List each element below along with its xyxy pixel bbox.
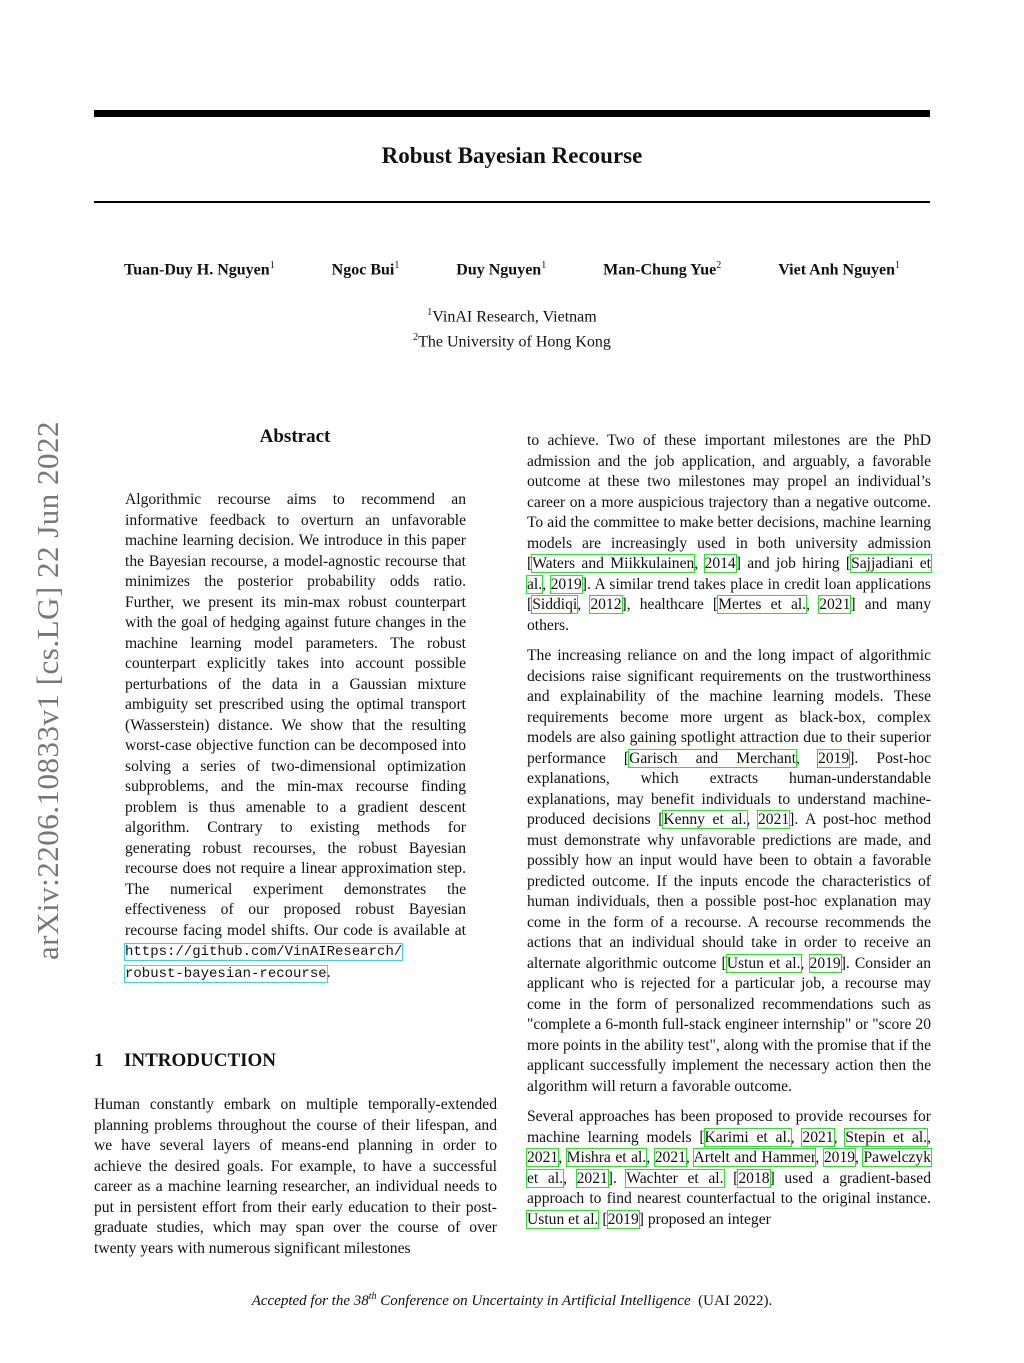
citation-link[interactable]: 2014 xyxy=(704,555,736,572)
citation-link[interactable]: 2012 xyxy=(590,596,622,613)
citation-link[interactable]: 2019 xyxy=(823,1149,856,1166)
citation-link[interactable]: Mertes et al. xyxy=(718,596,807,613)
affiliation: $^2$The University of Hong Kong xyxy=(413,332,611,351)
citation-link[interactable]: 2021 xyxy=(819,596,851,613)
author: Tuan-Duy H. Nguyen$^1$ xyxy=(124,260,275,279)
author: Man-Chung Yue$^2$ xyxy=(603,260,722,279)
paragraph: The increasing reliance on and the long impact of algorithmic decisions raise significant requirements on the trustworthiness and explainability of the machine learning models. These requirements become more urgent as black-box, complex models are also gaining spotlight attraction due to their superior performance [Garisch and Merchant, 2019]. Post-hoc explanations, which extracts human-understandable explanations, may benefit individuals to understand machine-produced decisions [Kenny et al., 2021]. A post-hoc method must demonstrate why unfavorable predictions are made, and possibly how an input would have been to obtain a favorable predicted outcome. If the inputs encode the characteristics of human individuals, then a possible post-hoc explanation may come in the form of a recourse. A recourse recommends the actions that an individual should take in order to receive an alternate algorithmic outcome [Ustun et al., 2019]. Consider an applicant who is rejected for a particular job, a recourse may come in the form of personalized recommendations such as "complete a 6-month full-stack engineer internship" or "score 20 more points in the ability test", along with the promise that if the applicant successfully implement the necessary action then the algorithm will return a favorable outcome. xyxy=(527,647,932,1095)
citation-link[interactable]: Wachter et al. xyxy=(626,1169,724,1187)
author: Viet Anh Nguyen$^1$ xyxy=(778,260,900,279)
citation-link[interactable]: Kenny et al. xyxy=(663,811,747,828)
citation-link[interactable]: Pawelczyk et al. xyxy=(527,1149,932,1187)
intro-paragraph: Human constantly embark on multiple temporally-extended planning problems throughout the course of their lifespan, and we have several layers of means-end planning in order to achieve the desired goals. For example, to have a successful career as a machine learning researcher, an individual needs to put in persistent effort from their early education to their post-graduate studies, which may span over the course of over twenty years with numerous significant milestones xyxy=(94,1096,497,1257)
abstract-body: Algorithmic recourse aims to recommend an informative feedback to overturn an unfavorable machine learning decision. We introduce in this paper the Bayesian recourse, a model-agnostic recourse that minimizes the posterior probability odds ratio. Further, we present its min-max robust counterpart with the goal of hedging against future changes in the machine learning model parameters. The robust counterpart explicitly takes into account possible perturbations of the data in a Gaussian mixture ambiguity set prescribed using the optimal transport (Wasserstein) distance. We show that the resulting worst-case objective function can be decomposed into solving a series of two-dimensional optimization subproblems, and the min-max recourse finding problem is thus amenable to a gradient descent algorithm. Contrary to existing methods for generating robust recourses, the robust Bayesian recourse does not require a linear approximation step. The numerical experiment demonstrates the effectiveness of our proposed robust Bayesian recourse facing model shifts. Our code is available at https://github.com/VinAIResearch/ robust-bayesian-recourse. xyxy=(125,491,466,982)
section-heading: 1 INTRODUCTION xyxy=(94,1050,277,1071)
affiliation: $^1$VinAI Research, Vietnam xyxy=(427,307,597,326)
footer-note: Accepted for the 38th Conference on Uncertainty in Artificial Intelligence (UAI 2022). xyxy=(251,1291,773,1309)
citation-link[interactable]: Ustun et al. xyxy=(726,954,801,972)
author: Duy Nguyen$^1$ xyxy=(456,260,547,279)
citation-link[interactable]: Siddiqi xyxy=(532,596,578,613)
citation-link[interactable]: 2019 xyxy=(809,954,841,972)
citation-link[interactable]: 2019 xyxy=(607,1210,639,1228)
citation-link[interactable]: 2021 xyxy=(576,1169,608,1187)
citation-link[interactable]: Ustun et al. xyxy=(527,1210,599,1228)
citation-link[interactable]: 2019 xyxy=(818,749,850,767)
citation-link[interactable]: 2018 xyxy=(738,1169,770,1187)
paragraph: to achieve. Two of these important milestones are the PhD admission and the job application, and arguably, a favorable outcome at these two milestones may propel an individual’s career on a more auspicious trajectory than a negative outcome. To aid the committee to make better decisions, machine learning models are increasingly used in both university admission [Waters and Miikkulainen, 2014] and job hiring [Sajjadiani et al., 2019]. A similar trend takes place in credit loan applications [Siddiqi, 2012], healthcare [Mertes et al., 2021] and many others. xyxy=(527,432,932,634)
citation-link[interactable]: 2021 xyxy=(757,811,790,828)
citation-link[interactable]: Mishra et al. xyxy=(566,1149,647,1166)
citation-link[interactable]: Stepin et al. xyxy=(845,1128,928,1146)
author: Ngoc Bui$^1$ xyxy=(331,260,400,279)
code-link[interactable]: https://github.com/VinAIResearch/ robust-bayesian-recourse xyxy=(125,944,403,982)
affiliations xyxy=(0,302,1024,353)
arxiv-stamp: arXiv:2206.10833v1 [cs.LG] 22 Jun 2022 xyxy=(30,420,65,960)
citation-link[interactable]: 2021 xyxy=(654,1149,686,1166)
citation-link[interactable]: Garisch and Merchant xyxy=(629,749,797,767)
citation-link[interactable]: Karimi et al. xyxy=(704,1128,791,1146)
citation-link[interactable]: 2021 xyxy=(802,1128,834,1146)
citation-link[interactable]: Artelt and Hammer xyxy=(693,1149,816,1166)
citation-link[interactable]: 2019 xyxy=(550,575,582,593)
citation-link[interactable]: Waters and Miikkulainen xyxy=(532,555,695,572)
author-list xyxy=(94,260,930,279)
citation-link[interactable]: 2021 xyxy=(527,1149,559,1166)
right-column xyxy=(527,431,931,1240)
paper-title: Robust Bayesian Recourse xyxy=(381,143,643,168)
title-rule xyxy=(94,201,930,203)
citation-link[interactable]: Sajjadiani et al. xyxy=(527,555,931,593)
abstract-heading: Abstract xyxy=(259,426,331,447)
top-rule xyxy=(94,110,930,117)
paragraph: Several approaches has been proposed to provide recourses for machine learning models [Karimi et al., 2021, Stepin et al., 2021, Mishra et al., 2021, Artelt and Hammer, 2019, Pawelczyk et al., 2021]. Wachter et al. [2018] used a gradient-based approach to find nearest counterfactual to the original instance. Ustun et al. [2019] proposed an integer xyxy=(527,1108,932,1228)
